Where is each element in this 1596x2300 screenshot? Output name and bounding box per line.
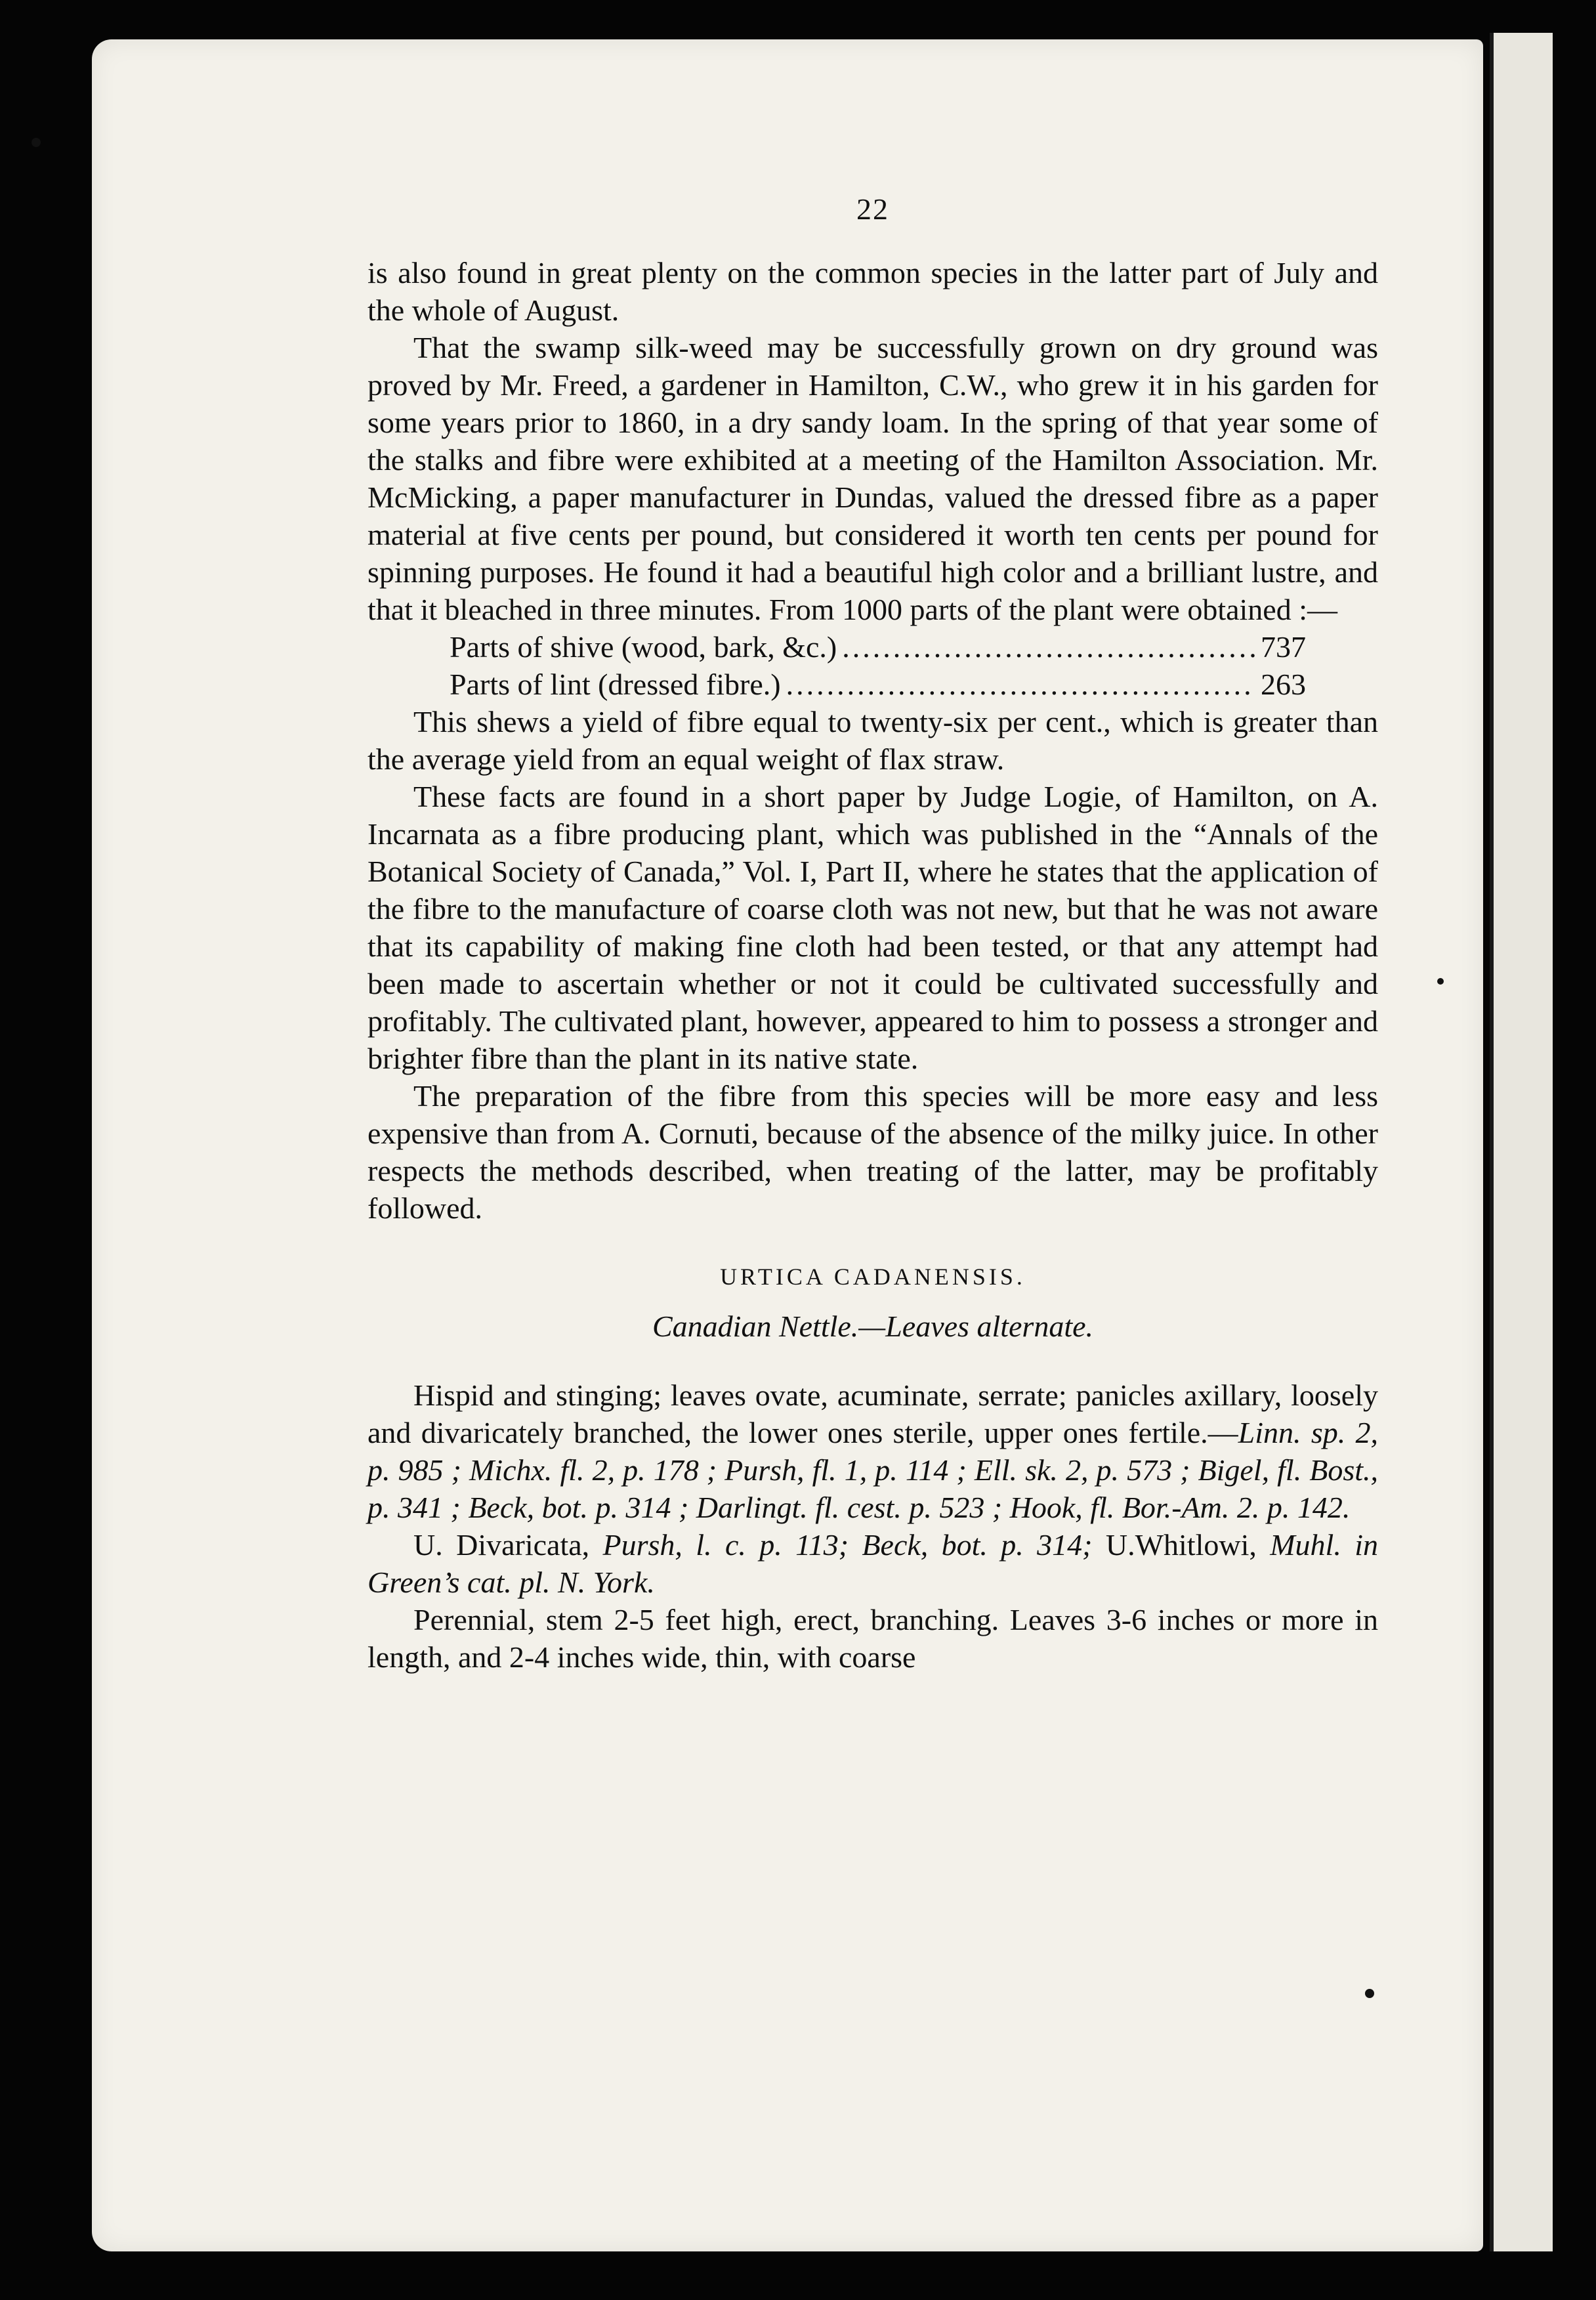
citation: Hook, fl. Bor.-Am. 2. p. 142. <box>1009 1491 1351 1524</box>
yield-row <box>450 628 1306 666</box>
yield-label: Parts of shive (wood, bark, &c.) <box>450 630 837 664</box>
citation: Bigel, fl. Bost., p. 341 ; <box>368 1453 1379 1524</box>
paragraph: This shews a yield of fibre equal to twenty-six per cent., which is greater than the average yield from an equal weight of flax straw. <box>368 705 1378 776</box>
dot-leader <box>786 666 1255 703</box>
yield-label: Parts of lint (dressed fibre.) <box>450 668 781 701</box>
citation: Beck, bot. p. 314; <box>862 1528 1093 1562</box>
citation: Pursh, fl. 1, p. 114 ; <box>724 1453 967 1487</box>
yield-row <box>450 666 1306 703</box>
citation: Pursh, l. c. p. 113; <box>602 1528 849 1562</box>
citation: Ell. sk. 2, p. 573 ; <box>974 1453 1190 1487</box>
facing-page-edge <box>1490 33 1553 2251</box>
paragraph: The preparation of the fibre from this species will be more easy and less expensive than from A. Cornuti, because of the absence of the milky juice. In other respects the methods described, when treating of the latter, may be profitably followed. <box>368 1079 1378 1225</box>
scan-speck <box>1365 1989 1374 1998</box>
citation: Muhl. in Green’s cat. pl. N. York. <box>368 1528 1378 1599</box>
page-text <box>368 190 1378 1676</box>
citation: Michx. fl. 2, p. 178 ; <box>469 1453 717 1487</box>
citation: Linn. sp. 2, p. 985 ; <box>368 1416 1379 1487</box>
citation: Darlingt. fl. cest. p. 523 ; <box>696 1491 1003 1524</box>
yield-value: 737 <box>1261 630 1306 664</box>
scan-speck <box>32 138 41 147</box>
yield-value: 263 <box>1261 668 1306 701</box>
dot-leader <box>842 628 1255 666</box>
scan-speck <box>1437 978 1444 985</box>
description-intro: Hispid and stinging; leaves ovate, acuminate, serrate; panicles axillary, loosely and divaricately branched, the lower ones sterile, upper ones fertile.— <box>368 1378 1378 1449</box>
paragraph: These facts are found in a short paper by Judge Logie, of Hamilton, on A. Incarnata as a fibre producing plant, which was published in the “Annals of the Botanical Society of Canada,” Vol. I, Part II, where he states that the application of the fibre to the manufacture of coarse cloth was not new, but that he was not aware that its capability of making fine cloth had been tested, or that any attempt had been made to ascertain whether or not it could be cultivated successfully and profitably. The cultivated plant, however, appeared to him to possess a stronger and brighter fibre than the plant in its native state. <box>368 780 1378 1075</box>
synonym-name: U.Whitlowi, <box>1105 1528 1257 1562</box>
page-number: 22 <box>856 192 889 226</box>
section-subtitle: Canadian Nettle.—Leaves alternate. <box>652 1310 1094 1343</box>
paragraph: That the swamp silk-weed may be successfully grown on dry ground was proved by Mr. Freed, a gardener in Hamilton, C.W., who grew it in his garden for some years prior to 1860, in a dry sandy loam. In the spring of that year some of the stalks and fibre were exhibited at a meeting of the Hamilton Association. Mr. McMicking, a paper manufacturer in Dundas, valued the dressed fibre as a paper material at five cents per pound, but considered it worth ten cents per pound for spinning purposes. He found it had a beautiful high color and a brilliant lustre, and that it bleached in three minutes. From 1000 parts of the plant were obtained :— <box>368 331 1378 626</box>
paragraph: Perennial, stem 2-5 feet high, erect, branching. Leaves 3-6 inches or more in length, and 2-4 inches wide, thin, with coarse <box>368 1603 1378 1674</box>
synonyms <box>368 1526 1378 1601</box>
synonym-name: U. Divaricata, <box>413 1528 590 1562</box>
citation: Beck, bot. p. 314 ; <box>468 1491 689 1524</box>
species-description <box>368 1376 1378 1526</box>
section-title: URTICA CADANENSIS. <box>720 1264 1026 1290</box>
paragraph: is also found in great plenty on the common species in the latter part of July and the whole of August. <box>368 256 1378 327</box>
